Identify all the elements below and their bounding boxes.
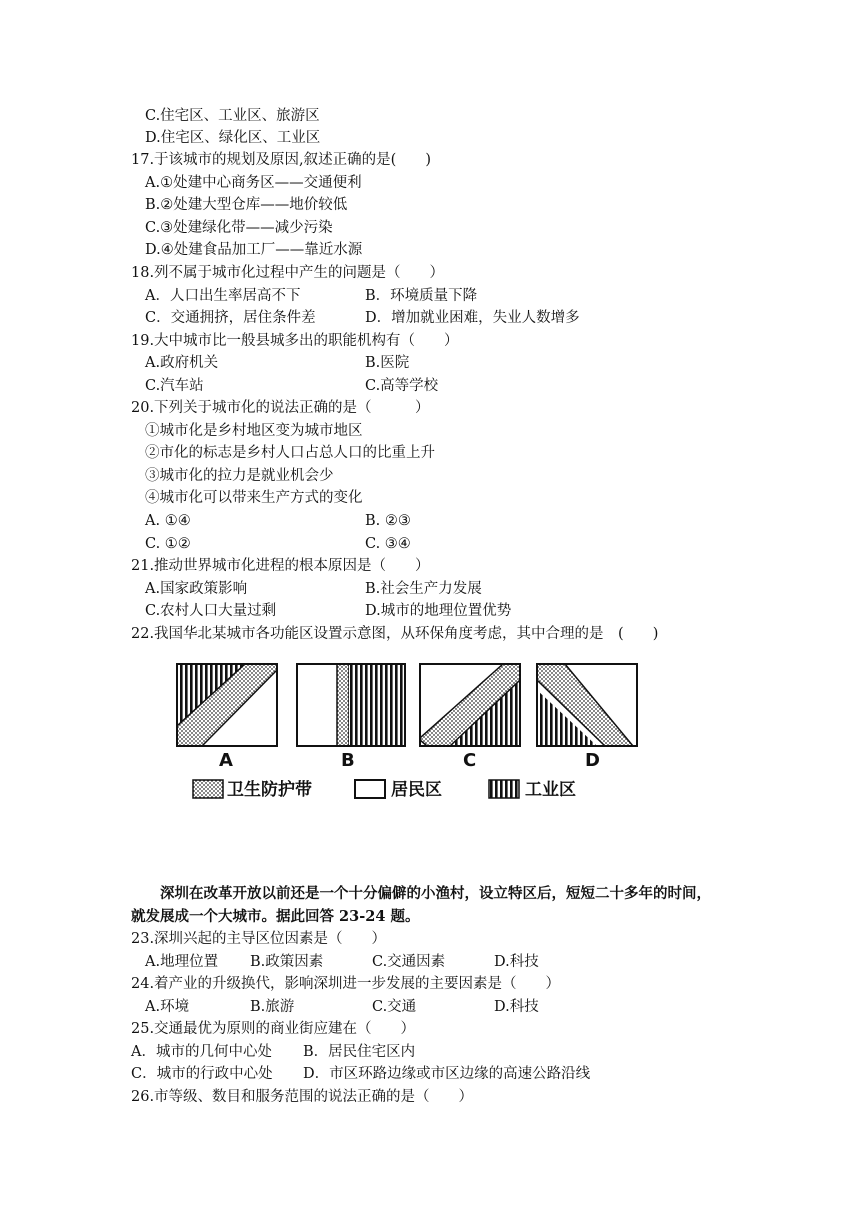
q20-statement-1: ①城市化是乡村地区变为城市地区 [145,423,363,439]
legend-protection-swatch [193,780,223,798]
panel-b-label: B [341,750,355,771]
q20-statement-4: ④城市化可以带来生产方式的变化 [145,490,363,506]
q17-option-a: A.①处建中心商务区——交通便利 [145,175,362,191]
q24-option-a: A.环境 [145,999,190,1015]
legend-residential-label: 居民区 [391,780,442,800]
q23-option-d: D.科技 [494,954,539,970]
q18-option-b: B．环境质量下降 [365,288,478,304]
q19-option-c: C.汽车站 [145,378,204,394]
q25-option-c: C．城市的行政中心处 [131,1066,273,1082]
q25-option-b: B．居民住宅区内 [303,1044,416,1060]
q17-option-b: B.②处建大型仓库——地价较低 [145,197,348,213]
q18-option-c: C．交通拥挤，居住条件差 [145,310,316,326]
panel-b-industrial [349,664,405,746]
q19-stem: 19.大中城市比一般县城多出的职能机构有（ ） [131,333,459,349]
q24-option-d: D.科技 [494,999,539,1015]
q19-option-a: A.政府机关 [145,355,219,371]
passage-line-2: 就发展成一个大城市。据此回答 23-24 题。 [131,908,420,925]
q19-option-d: C.高等学校 [365,378,439,394]
q20-stem: 20.下列关于城市化的说法正确的是（ ） [131,400,430,416]
q20-option-d: C. ③④ [365,536,411,552]
q17-option-c: C.③处建绿化带——减少污染 [145,220,333,236]
q20-statement-3: ③城市化的拉力是就业机会少 [145,468,334,484]
q21-stem: 21.推动世界城市化进程的根本原因是（ ） [131,558,430,574]
panel-a-label: A [219,750,233,771]
panel-b [297,664,405,746]
functional-zone-diagram [165,650,655,810]
legend-residential-swatch [355,780,385,798]
panel-c-label: C [463,750,477,771]
q21-option-a: A.国家政策影响 [145,581,248,597]
q17-option-d: D.④处建食品加工厂——靠近水源 [145,242,363,258]
q18-option-a: A．人口出生率居高不下 [145,288,301,304]
q24-stem: 24.着产业的升级换代，影响深圳进一步发展的主要因素是（ ） [131,976,561,992]
panel-c [420,664,520,746]
legend-protection-label: 卫生防护带 [227,780,312,800]
q20-statement-2: ②市化的标志是乡村人口占总人口的比重上升 [145,445,435,461]
q23-option-b: B.政策因素 [250,954,324,970]
q21-option-b: B.社会生产力发展 [365,581,482,597]
q25-stem: 25.交通最优为原则的商业街应建在（ ） [131,1021,416,1037]
q17-stem: 17.于该城市的规划及原因,叙述正确的是( ) [131,152,431,168]
q26-stem: 26.市等级、数目和服务范围的说法正确的是（ ） [131,1089,474,1105]
q20-option-c: C. ①② [145,536,191,552]
q24-option-b: B.旅游 [250,999,295,1015]
q21-option-d: D.城市的地理位置优势 [365,603,512,619]
q25-option-a: A．城市的几何中心处 [131,1044,272,1060]
q18-stem: 18.列不属于城市化过程中产生的问题是（ ） [131,265,445,281]
q16-option-c: C.住宅区、工业区、旅游区 [145,108,320,124]
legend-industrial-label: 工业区 [525,780,576,800]
panel-d [537,664,637,746]
panel-d-label: D [585,750,600,771]
q16-option-d: D.住宅区、绿化区、工业区 [145,130,321,146]
q20-option-a: A. ①④ [145,513,191,529]
passage-line-1: 深圳在改革开放以前还是一个十分偏僻的小渔村，设立特区后，短短二十多年的时间， [160,885,711,902]
q18-option-d: D．增加就业困难，失业人数增多 [365,310,580,326]
q21-option-c: C.农村人口大量过剩 [145,603,277,619]
panel-a [177,664,277,746]
q23-option-a: A.地理位置 [145,954,219,970]
q23-stem: 23.深圳兴起的主导区位因素是（ ） [131,931,387,947]
q22-stem: 22.我国华北某城市各功能区设置示意图，从环保角度考虑，其中合理的是 ( ) [131,626,659,642]
panel-b-protection-band [337,664,349,746]
q19-option-b: B.医院 [365,355,410,371]
q25-option-d: D．市区环路边缘或市区边缘的高速公路沿线 [303,1066,591,1082]
q20-option-b: B. ②③ [365,513,411,529]
q23-option-c: C.交通因素 [372,954,446,970]
legend-industrial-swatch [489,780,519,798]
q24-option-c: C.交通 [372,999,417,1015]
